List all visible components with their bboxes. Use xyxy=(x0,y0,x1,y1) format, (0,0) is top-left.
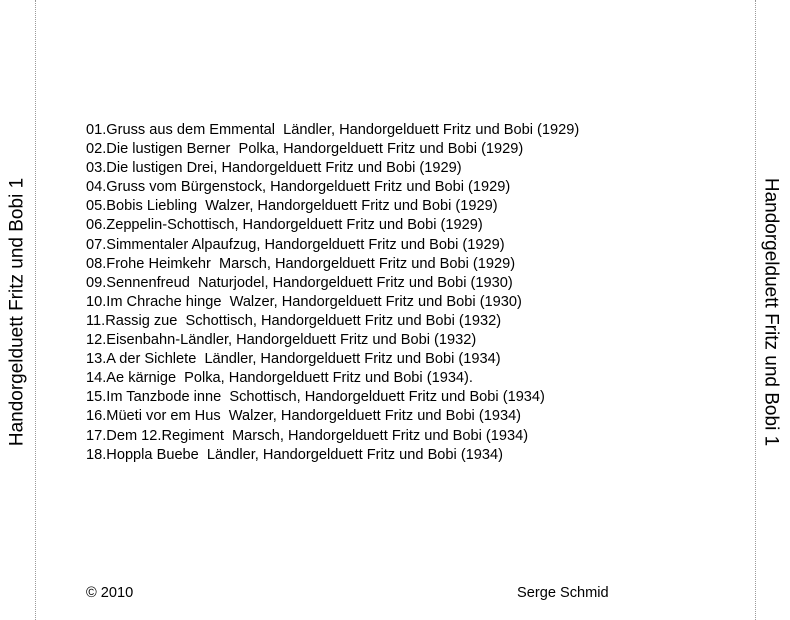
track-item: 04.Gruss vom Bürgenstock, Handorgelduett Fritz und Bobi (1929) xyxy=(86,179,511,196)
track-item: 13.A der Sichlete Ländler, Handorgelduett Fritz und Bobi (1934) xyxy=(86,351,501,368)
track-item: 15.Im Tanzbode inne Schottisch, Handorgelduett Fritz und Bobi (1934) xyxy=(86,389,545,406)
track-item: 17.Dem 12.Regiment Marsch, Handorgelduett Fritz und Bobi (1934) xyxy=(86,427,529,444)
track-item: 06.Zeppelin-Schottisch, Handorgelduett Fritz und Bobi (1929) xyxy=(86,217,483,234)
left-spine-title: Handorgelduett Fritz und Bobi 1 xyxy=(6,177,28,447)
copyright-text: © 2010 xyxy=(86,585,134,601)
track-item: 05.Bobis Liebling Walzer, Handorgelduett Fritz und Bobi (1929) xyxy=(86,198,498,215)
track-item: 16.Müeti vor em Hus Walzer, Handorgelduett Fritz und Bobi (1934) xyxy=(86,408,522,425)
track-list xyxy=(86,121,579,465)
left-fold-line xyxy=(35,0,36,620)
track-item: 09.Sennenfreud Naturjodel, Handorgelduett Fritz und Bobi (1930) xyxy=(86,274,513,291)
track-item: 01.Gruss aus dem Emmental Ländler, Handorgelduett Fritz und Bobi (1929) xyxy=(86,122,580,138)
author-name: Serge Schmid xyxy=(517,585,609,601)
right-spine-title: Handorgelduett Fritz und Bobi 1 xyxy=(760,177,782,447)
track-item: 14.Ae kärnige Polka, Handorgelduett Fritz und Bobi (1934). xyxy=(86,370,473,387)
track-item: 18.Hoppla Buebe Ländler, Handorgelduett Fritz und Bobi (1934) xyxy=(86,446,504,463)
right-fold-line xyxy=(755,0,756,620)
track-item: 08.Frohe Heimkehr Marsch, Handorgelduett Fritz und Bobi (1929) xyxy=(86,255,516,272)
track-item: 10.Im Chrache hinge Walzer, Handorgelduett Fritz und Bobi (1930) xyxy=(86,293,522,310)
track-item: 02.Die lustigen Berner Polka, Handorgelduett Fritz und Bobi (1929) xyxy=(86,141,524,158)
track-item: 11.Rassig zue Schottisch, Handorgelduett Fritz und Bobi (1932) xyxy=(86,312,502,329)
track-item: 07.Simmentaler Alpaufzug, Handorgelduett Fritz und Bobi (1929) xyxy=(86,236,505,253)
track-item: 03.Die lustigen Drei, Handorgelduett Fritz und Bobi (1929) xyxy=(86,160,462,177)
track-item: 12.Eisenbahn-Ländler, Handorgelduett Fritz und Bobi (1932) xyxy=(86,332,477,349)
